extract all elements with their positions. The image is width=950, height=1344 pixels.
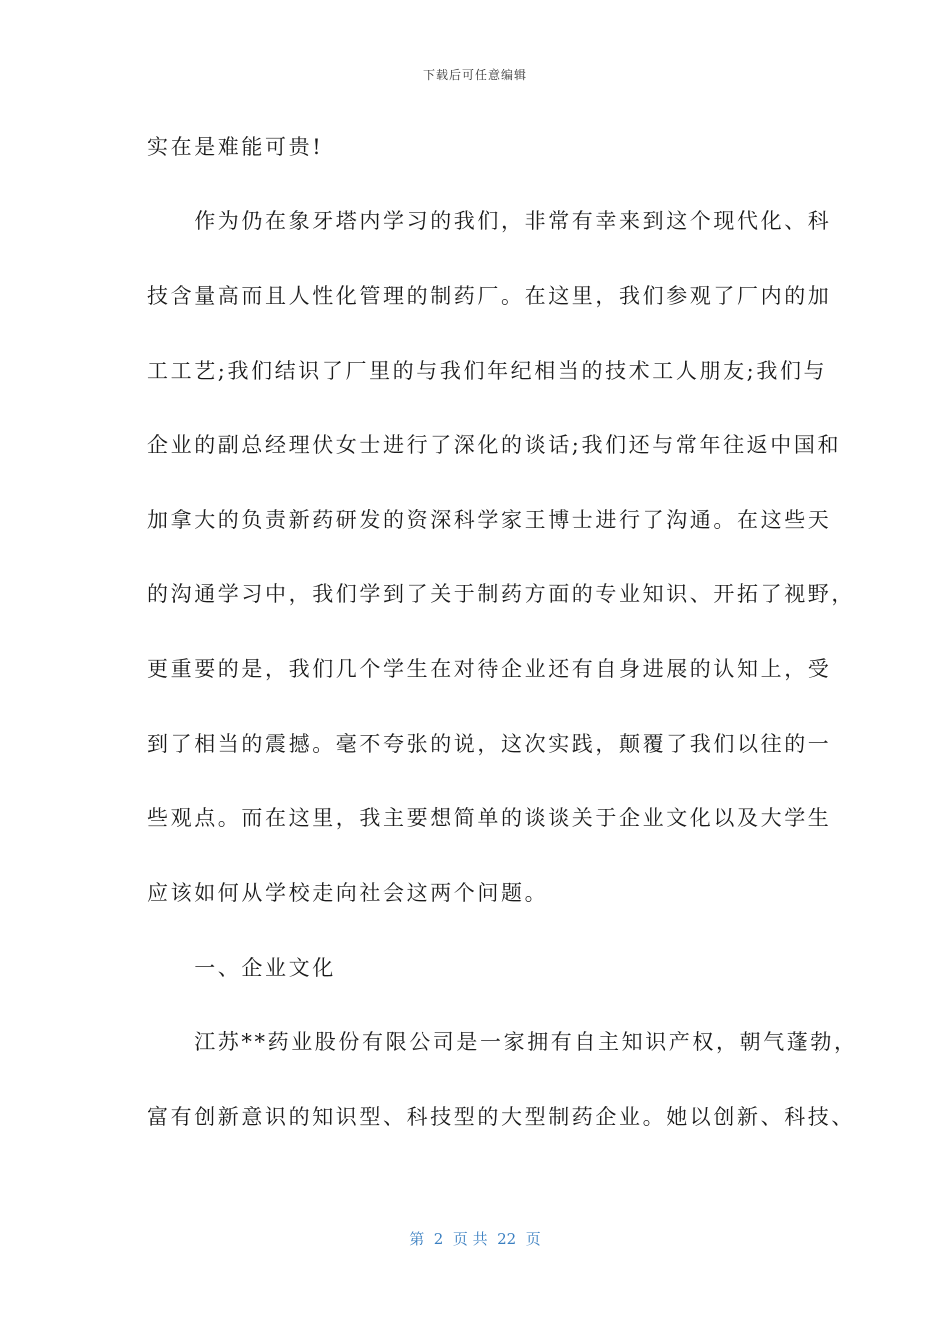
body-line: 加拿大的负责新药研发的资深科学家王博士进行了沟通。在这些天 xyxy=(147,508,832,532)
body-line: 应该如何从学校走向社会这两个问题。 xyxy=(147,881,549,905)
body-line: 企业的副总经理伏女士进行了深化的谈话;我们还与常年往返中国和 xyxy=(147,433,842,457)
body-line: 江苏**药业股份有限公司是一家拥有自主知识产权，朝气蓬勃， xyxy=(147,1030,858,1054)
body-line: 到了相当的震撼。毫不夸张的说，这次实践，颠覆了我们以往的一 xyxy=(147,732,832,756)
page-header: 下载后可任意编辑 xyxy=(422,68,527,82)
body-line: 实在是难能可贵! xyxy=(147,135,324,159)
body-line: 的沟通学习中，我们学到了关于制药方面的专业知识、开拓了视野， xyxy=(147,582,855,606)
body-line: 工工艺;我们结识了厂里的与我们年纪相当的技术工人朋友;我们与 xyxy=(147,359,828,383)
body-line: 富有创新意识的知识型、科技型的大型制药企业。她以创新、科技、 xyxy=(147,1105,855,1129)
body-line: 些观点。而在这里，我主要想简单的谈谈关于企业文化以及大学生 xyxy=(147,806,832,830)
body-line: 更重要的是，我们几个学生在对待企业还有自身进展的认知上，受 xyxy=(147,657,832,681)
body-line: 作为仍在象牙塔内学习的我们，非常有幸来到这个现代化、科 xyxy=(147,209,832,233)
page-number-footer: 第 2 页 共 22 页 xyxy=(409,1230,541,1248)
section-heading: 一、企业文化 xyxy=(147,956,336,980)
body-line: 技含量高而且人性化管理的制药厂。在这里，我们参观了厂内的加 xyxy=(147,284,832,308)
